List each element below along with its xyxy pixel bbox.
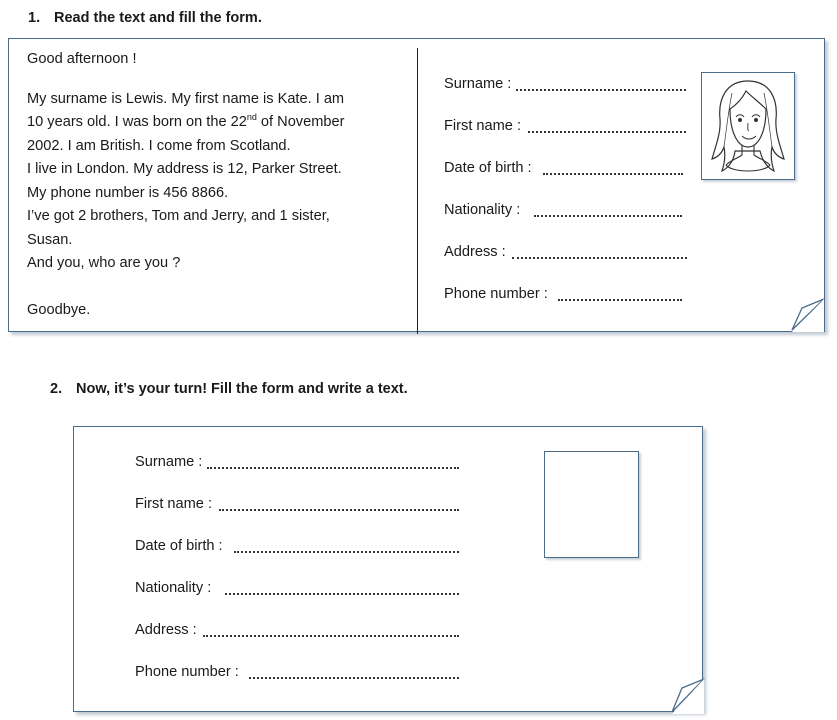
story-line: I’ve got 2 brothers, Tom and Jerry, and 1 sister,	[27, 208, 330, 224]
girl-portrait-icon	[702, 73, 794, 179]
date-of-birth-field-2[interactable]	[135, 536, 223, 556]
first-name-blank[interactable]	[528, 131, 686, 133]
phone-number-label: Phone number :	[444, 286, 548, 302]
first-name-field-2[interactable]	[135, 494, 212, 514]
phone-number-field-2[interactable]	[135, 662, 239, 682]
first-name-label: First name :	[135, 496, 213, 512]
phone-number-field-1[interactable]	[444, 284, 548, 304]
date-of-birth-label: Date of birth :	[135, 538, 223, 554]
nationality-label: Nationality :	[135, 580, 212, 596]
story-line: My surname is Lewis. My first name is Kate. I am	[27, 90, 345, 107]
address-field-1[interactable]	[444, 242, 506, 262]
story-closing: Goodbye.	[27, 301, 91, 318]
nationality-blank[interactable]	[225, 593, 459, 595]
story-line: And you, who are you ?	[27, 255, 181, 271]
section-1-heading	[28, 10, 262, 26]
section-2-heading	[50, 381, 408, 397]
first-name-field-1[interactable]	[444, 116, 521, 136]
first-name-blank[interactable]	[219, 509, 459, 511]
address-field-2[interactable]	[135, 620, 197, 640]
surname-blank[interactable]	[516, 89, 686, 91]
surname-field-2[interactable]	[135, 452, 202, 472]
nationality-blank[interactable]	[534, 215, 682, 217]
story-line: My phone number is 456 8866.	[27, 184, 229, 201]
portrait-frame	[701, 72, 795, 180]
story-greeting: Good afternoon !	[27, 51, 137, 67]
phone-number-blank[interactable]	[558, 299, 682, 301]
first-name-label: First name :	[444, 118, 522, 134]
nationality-field-2[interactable]	[135, 578, 211, 598]
section-2-number: 2.	[50, 381, 63, 397]
date-of-birth-blank[interactable]	[543, 173, 683, 175]
story-line: I live in London. My address is 12, Parker Street.	[27, 161, 342, 177]
surname-blank[interactable]	[207, 467, 459, 469]
nationality-label: Nationality :	[444, 202, 521, 218]
address-blank[interactable]	[203, 635, 459, 637]
surname-label: Surname :	[444, 76, 512, 92]
phone-number-blank[interactable]	[249, 677, 459, 679]
section-2-title: Now, it’s your turn! Fill the form and write a text.	[76, 381, 408, 397]
date-of-birth-label: Date of birth :	[444, 160, 532, 176]
surname-field-1[interactable]	[444, 74, 511, 94]
address-label: Address :	[135, 622, 197, 638]
story-line: 10 years old. I was born on the 22nd of November	[27, 112, 345, 130]
story-line: 2002. I am British. I come from Scotland.	[27, 137, 291, 154]
nationality-field-1[interactable]	[444, 200, 520, 220]
photo-placeholder[interactable]	[544, 451, 639, 558]
date-of-birth-field-1[interactable]	[444, 158, 532, 178]
surname-label: Surname :	[135, 454, 203, 470]
section-1-number: 1.	[28, 10, 41, 26]
section-1-title: Read the text and fill the form.	[54, 10, 262, 26]
card-divider	[417, 48, 418, 334]
address-label: Address :	[444, 244, 506, 260]
story-text	[27, 48, 344, 322]
date-of-birth-blank[interactable]	[234, 551, 459, 553]
page-curl-icon	[670, 676, 710, 716]
story-line: Susan.	[27, 231, 73, 248]
page-curl-icon	[790, 296, 830, 334]
phone-number-label: Phone number :	[135, 664, 239, 680]
address-blank[interactable]	[512, 257, 687, 259]
